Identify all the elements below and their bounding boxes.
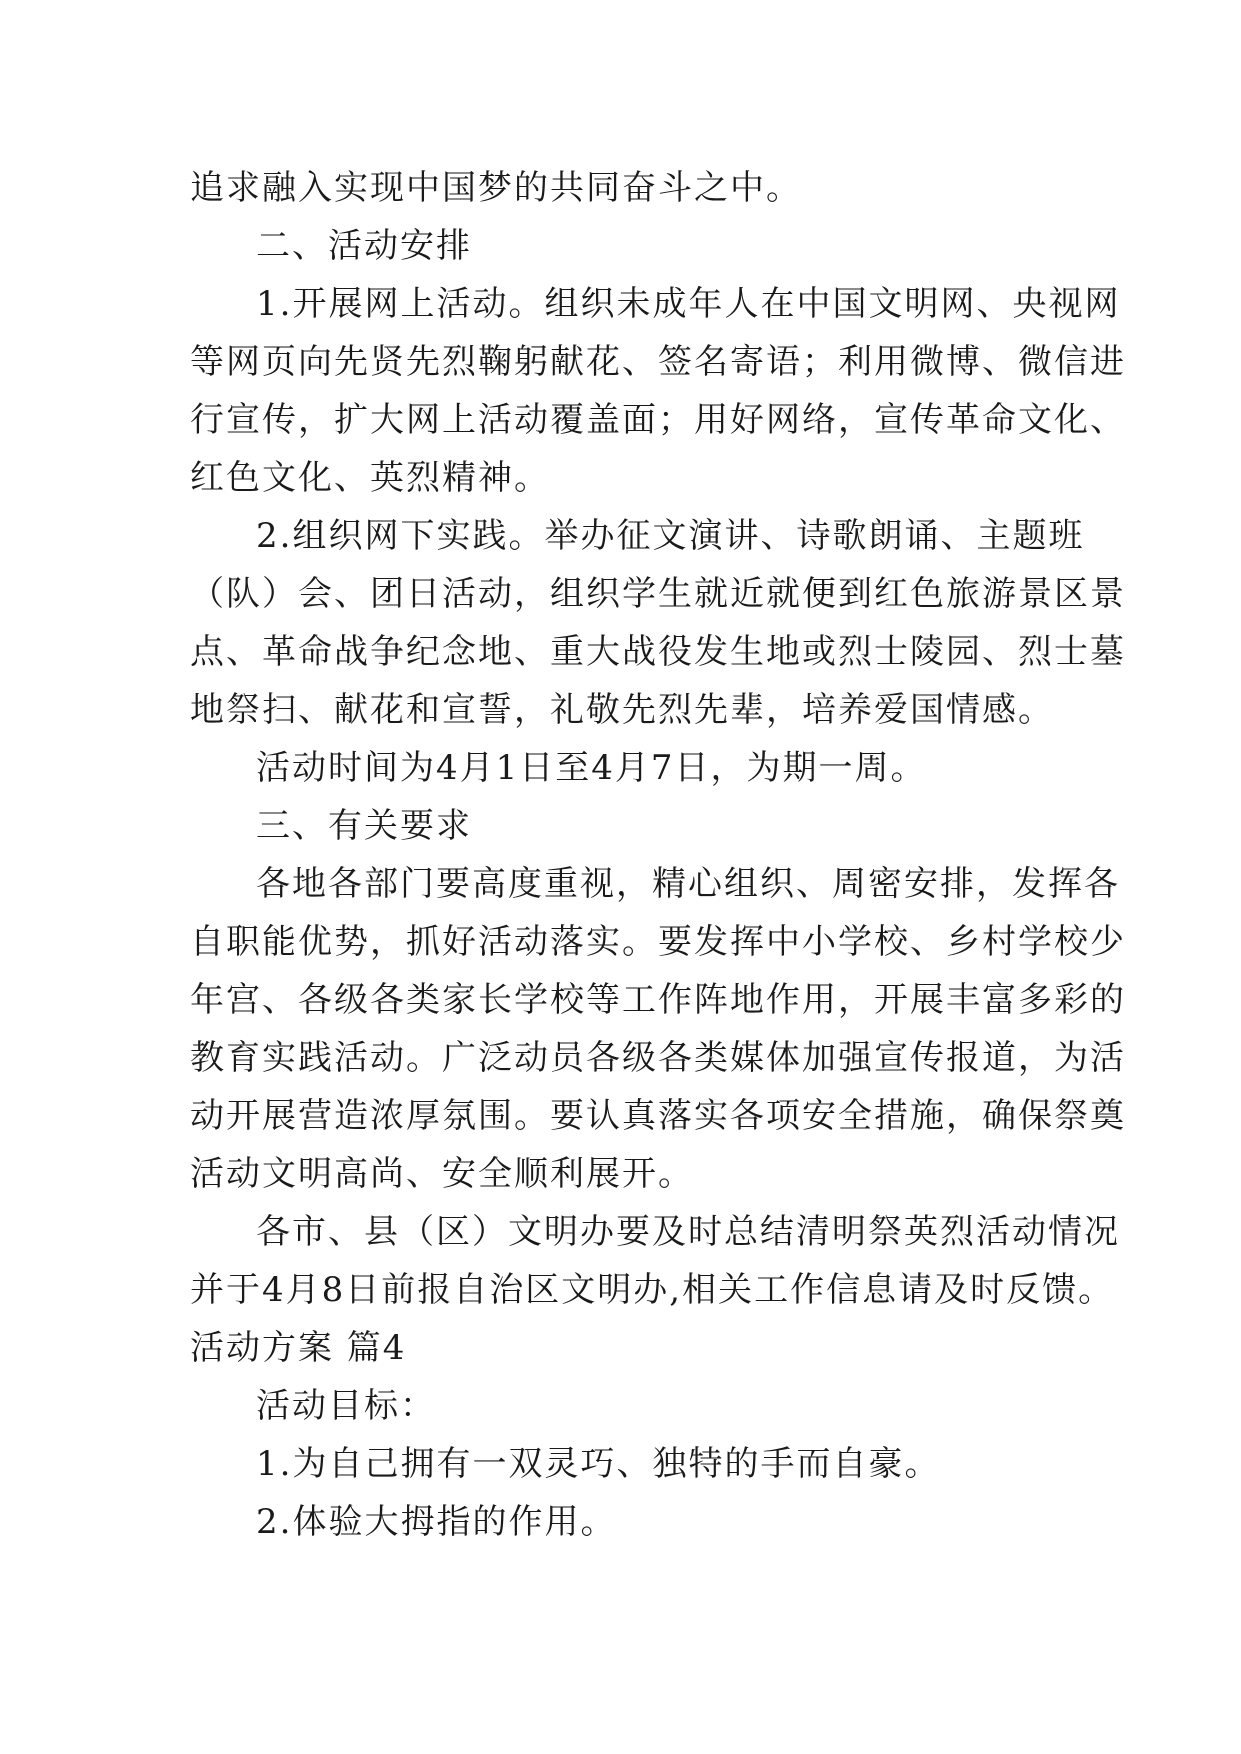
- text-line: 红色文化、英烈精神。: [190, 458, 550, 498]
- text-line: 活动时间为4月1日至4月7日，为期一周。: [256, 748, 927, 788]
- text-line: 1.为自己拥有一双灵巧、独特的手而自豪。: [256, 1444, 941, 1484]
- text-line: 2.组织网下实践。举办征文演讲、诗歌朗诵、主题班: [256, 516, 1085, 556]
- text-line: 行宣传，扩大网上活动覆盖面；用好网络，宣传革命文化、: [190, 400, 1126, 440]
- text-line: 活动目标：: [256, 1386, 436, 1426]
- text-line: 等网页向先贤先烈鞠躬献花、签名寄语；利用微博、微信进: [190, 342, 1126, 382]
- text-line: 1.开展网上活动。组织未成年人在中国文明网、央视网: [256, 284, 1121, 324]
- text-line: （队）会、团日活动，组织学生就近就便到红色旅游景区景: [190, 574, 1126, 614]
- text-line: 活动文明高尚、安全顺利展开。: [190, 1154, 694, 1194]
- text-line: 各市、县（区）文明办要及时总结清明祭英烈活动情况: [256, 1212, 1120, 1252]
- text-line: 点、革命战争纪念地、重大战役发生地或烈士陵园、烈士墓: [190, 632, 1126, 672]
- text-line: 2.体验大拇指的作用。: [256, 1502, 617, 1542]
- text-line: 各地各部门要高度重视，精心组织、周密安排，发挥各: [256, 864, 1120, 904]
- text-line: 地祭扫、献花和宣誓，礼敬先烈先辈，培养爱国情感。: [190, 690, 1054, 730]
- text-line: 并于4月8日前报自治区文明办,相关工作信息请及时反馈。: [190, 1270, 1115, 1310]
- section-heading: 二、活动安排: [256, 226, 472, 266]
- text-line: 年宫、各级各类家长学校等工作阵地作用，开展丰富多彩的: [190, 980, 1126, 1020]
- text-line: 动开展营造浓厚氛围。要认真落实各项安全措施，确保祭奠: [190, 1096, 1126, 1136]
- text-line: 追求融入实现中国梦的共同奋斗之中。: [190, 168, 802, 208]
- text-line: 教育实践活动。广泛动员各级各类媒体加强宣传报道，为活: [190, 1038, 1126, 1078]
- section-heading: 三、有关要求: [256, 806, 472, 846]
- section-title: 活动方案 篇4: [190, 1328, 407, 1368]
- text-line: 自职能优势，抓好活动落实。要发挥中小学校、乡村学校少: [190, 922, 1126, 962]
